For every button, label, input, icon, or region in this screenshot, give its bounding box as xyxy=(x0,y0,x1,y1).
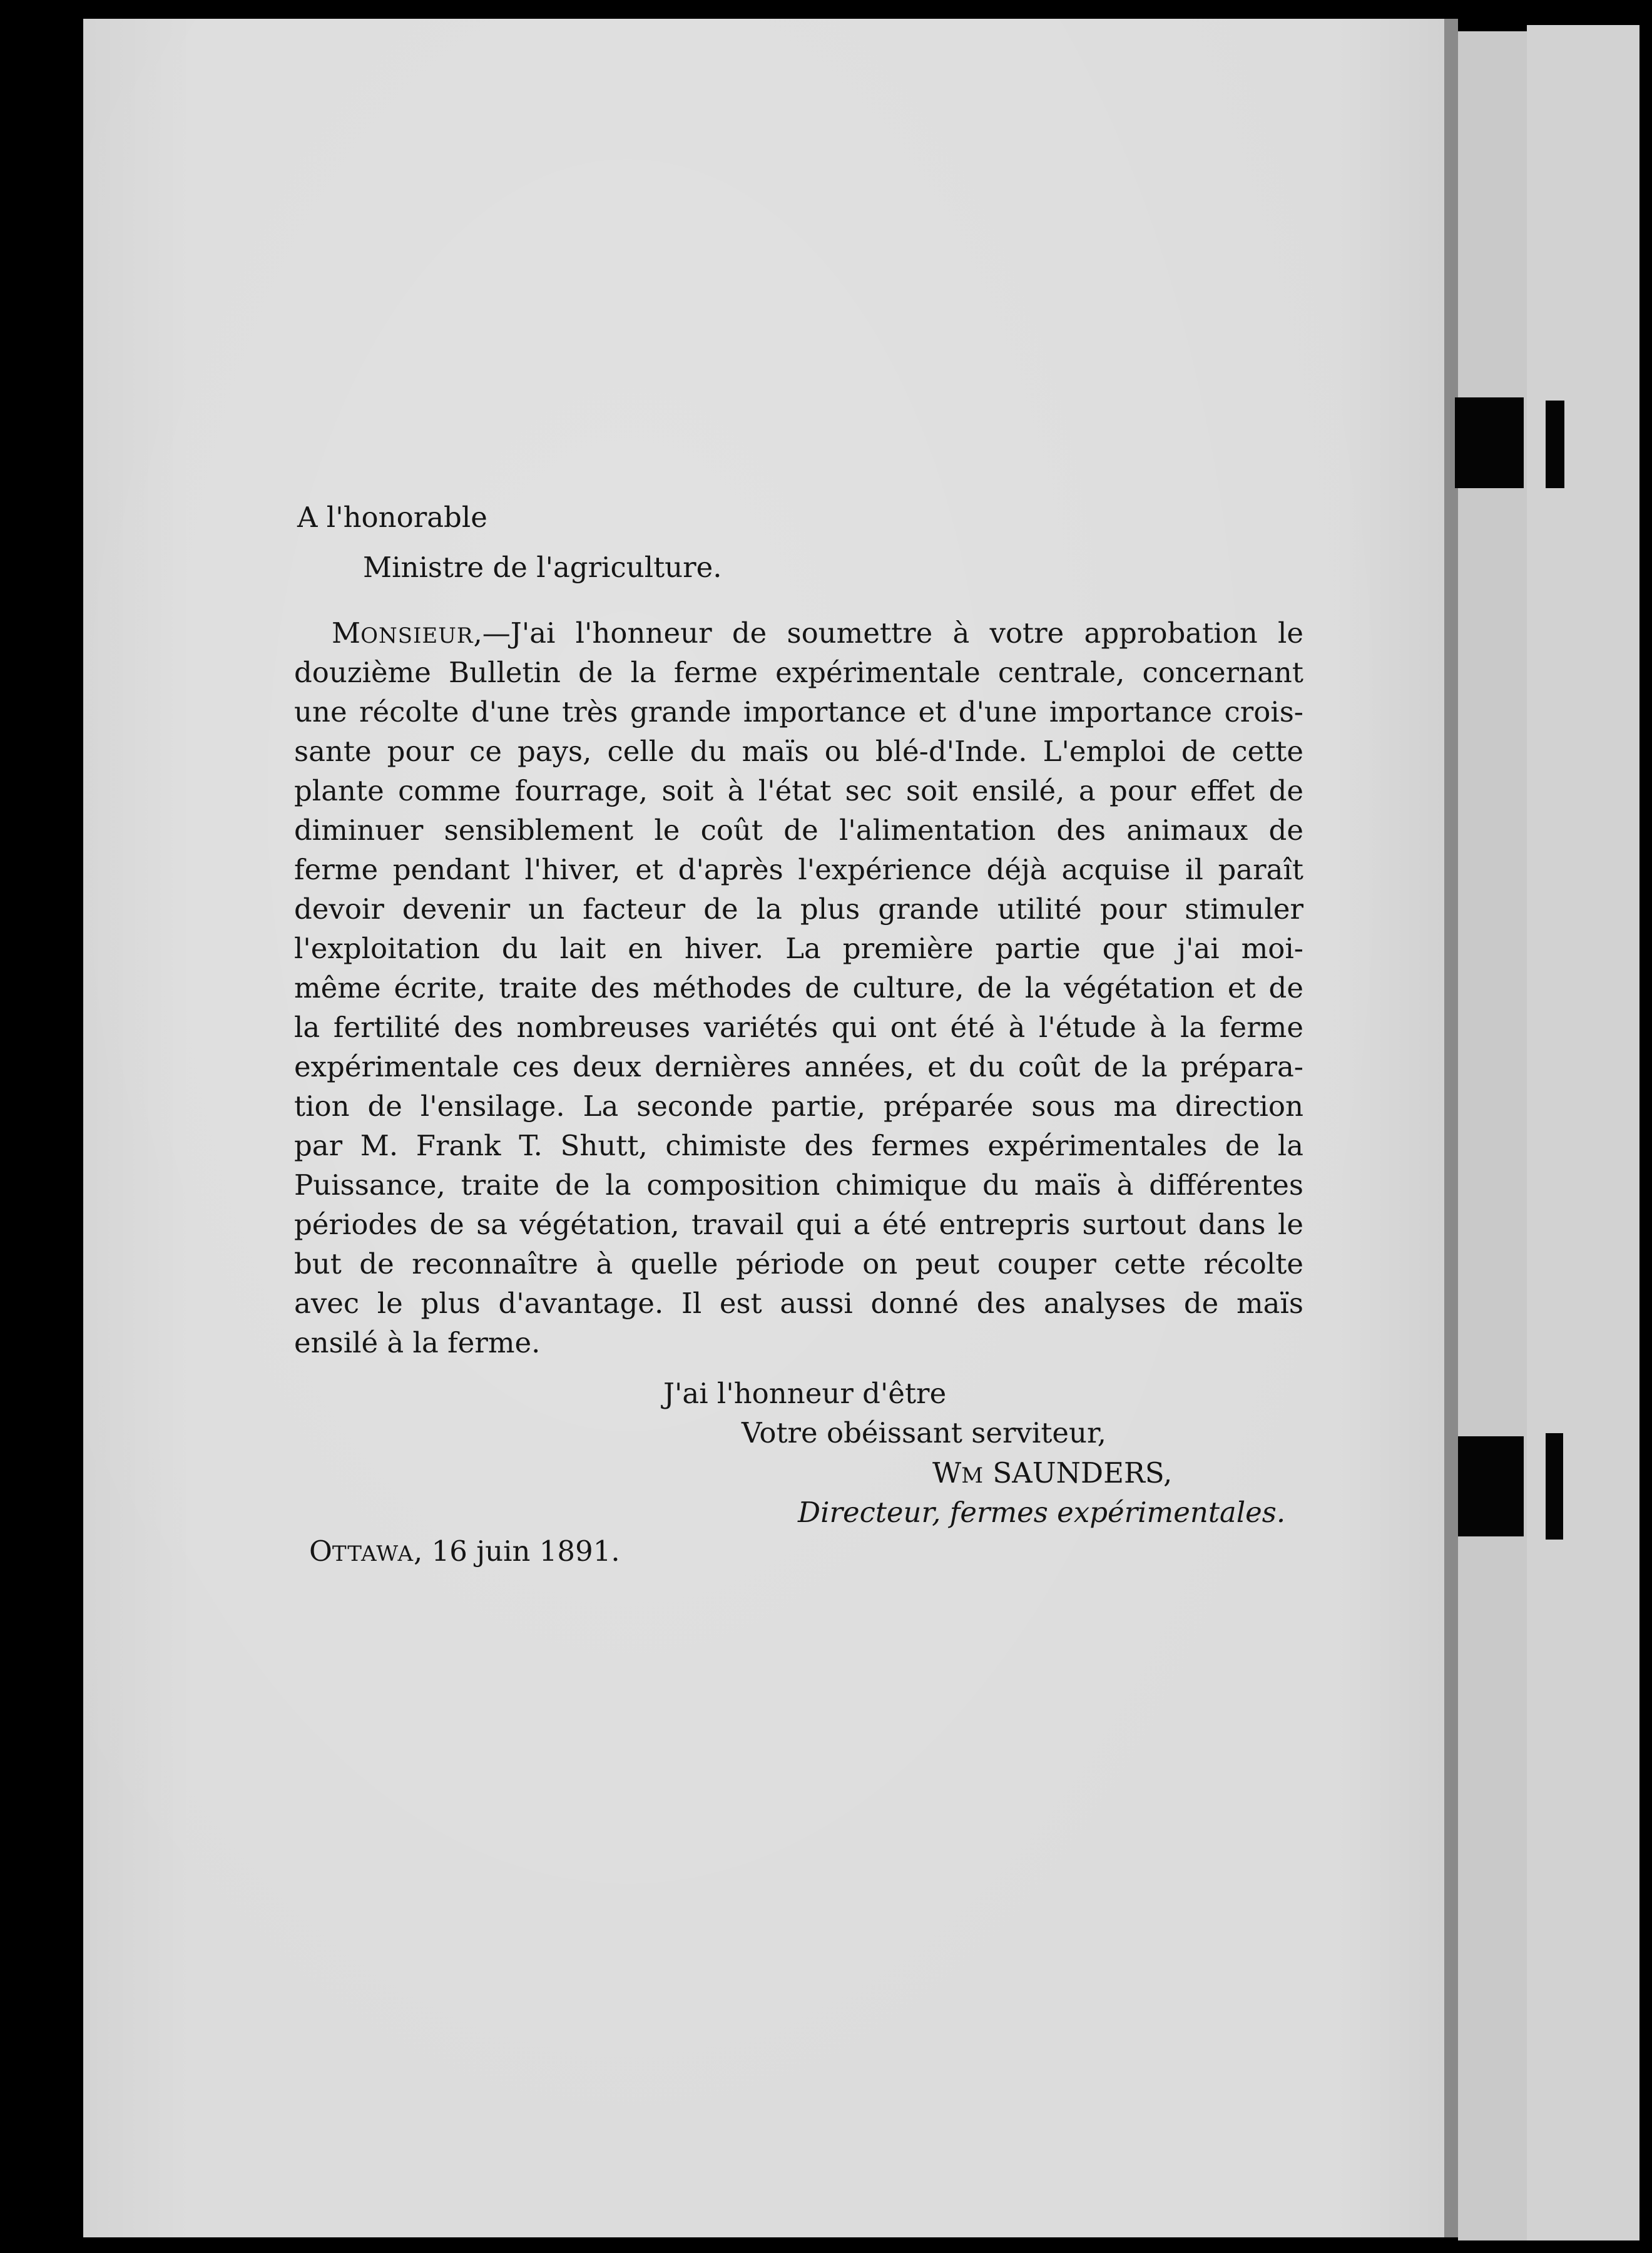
signature-name: WM SAUNDERS, xyxy=(932,1456,1173,1489)
adjacent-page-edge xyxy=(1527,25,1639,2240)
paragraph-line: sante pour ce pays, celle du maïs ou blé-d'Inde. L'emploi de cette xyxy=(294,735,1303,768)
closing-formula: J'ai l'honneur d'être xyxy=(663,1377,947,1410)
page-fold-shadow xyxy=(1444,19,1458,2237)
paragraph-line: ferme pendant l'hiver, et d'après l'expérience déjà acquise il paraît xyxy=(294,853,1303,886)
paragraph-line: but de reconnaître à quelle période on peut couper cette récolte xyxy=(294,1247,1303,1280)
binding-tab-upper-outer xyxy=(1546,401,1564,488)
closing-servant: Votre obéissant serviteur, xyxy=(742,1416,1106,1449)
binding-tab-lower-outer xyxy=(1546,1433,1563,1540)
opening-small-caps: ONSIEUR xyxy=(360,623,474,648)
binding-tab-upper xyxy=(1455,397,1524,488)
paragraph-line: l'exploitation du lait en hiver. La première partie que j'ai moi- xyxy=(294,932,1303,965)
salutation-ministry: Ministre de l'agriculture. xyxy=(363,551,722,584)
opening-initial: M xyxy=(332,616,361,650)
paragraph-line: périodes de sa végétation, travail qui a été entrepris surtout dans le xyxy=(294,1208,1303,1241)
paragraph-line: tion de l'ensilage. La seconde partie, préparée sous ma direction xyxy=(294,1090,1303,1123)
binding-page-edge xyxy=(1458,31,1527,2240)
paragraph-line: même écrite, traite des méthodes de culture, de la végétation et de xyxy=(294,971,1303,1004)
paragraph-line: douzième Bulletin de la ferme expérimentale centrale, concernant xyxy=(294,656,1303,689)
paragraph-line: diminuer sensiblement le coût de l'alimentation des animaux de xyxy=(294,814,1303,847)
paragraph-line: par M. Frank T. Shutt, chimiste des fermes expérimentales de la xyxy=(294,1129,1303,1162)
paragraph-line xyxy=(332,616,1303,650)
paragraph-line: ensilé à la ferme. xyxy=(294,1326,541,1359)
signature-title: Directeur, fermes expérimentales. xyxy=(798,1496,1286,1529)
paragraph-line: expérimentale ces deux dernières années, et du coût de la prépara- xyxy=(294,1050,1303,1083)
binding-tab-lower xyxy=(1458,1436,1524,1536)
paragraph-line: une récolte d'une très grande importance et d'une importance crois- xyxy=(294,695,1303,728)
paragraph-line: avec le plus d'avantage. Il est aussi donné des analyses de maïs xyxy=(294,1287,1303,1320)
place-and-date: OTTAWA, 16 juin 1891. xyxy=(309,1535,620,1568)
paragraph-line: Puissance, traite de la composition chimique du maïs à différentes xyxy=(294,1168,1303,1202)
paragraph-line: plante comme fourrage, soit à l'état sec soit ensilé, a pour effet de xyxy=(294,774,1303,807)
paragraph-line: la fertilité des nombreuses variétés qui ont été à l'étude à la ferme xyxy=(294,1011,1303,1044)
document-page xyxy=(83,19,1444,2237)
paragraph-line-text: ,—J'ai l'honneur de soumettre à votre approbation le xyxy=(473,616,1303,650)
salutation-recipient: A l'honorable xyxy=(297,501,487,534)
paragraph-line: devoir devenir un facteur de la plus grande utilité pour stimuler xyxy=(294,892,1303,926)
